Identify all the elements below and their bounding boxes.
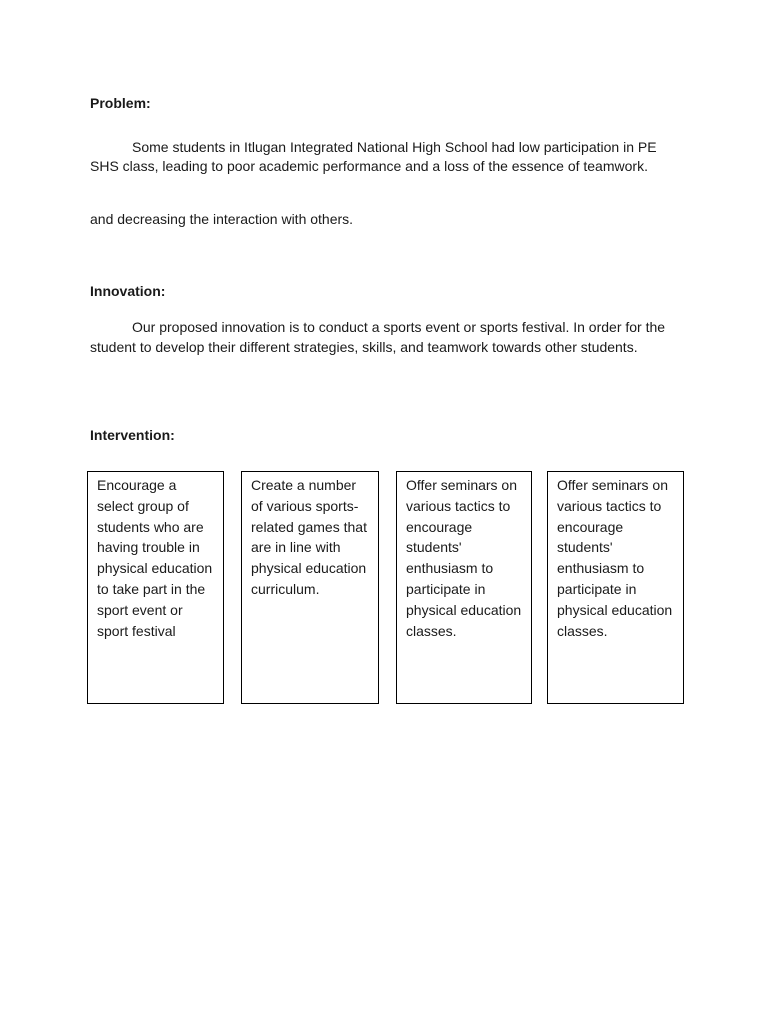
intervention-box-4: Offer seminars on various tactics to encourage students' enthusiasm to participate in physical education classes. <box>547 471 684 704</box>
intervention-box-3: Offer seminars on various tactics to encourage students' enthusiasm to participate in physical education classes. <box>396 471 532 704</box>
intervention-box-1: Encourage a select group of students who are having trouble in physical education to take part in the sport event or sport festival <box>87 471 224 704</box>
innovation-heading: Innovation: <box>90 283 166 299</box>
intervention-heading: Intervention: <box>90 427 175 443</box>
problem-heading: Problem: <box>90 95 151 111</box>
innovation-text: Our proposed innovation is to conduct a sports event or sports festival. In order for the student to develop their different strategies, skills, and teamwork towards other students. <box>90 319 666 355</box>
problem-extra-text: and decreasing the interaction with others. <box>90 211 354 227</box>
intervention-box-2: Create a number of various sports-related games that are in line with physical education curriculum. <box>241 471 379 704</box>
problem-text: Some students in Itlugan Integrated National High School had low participation in PE SHS class, leading to poor academic performance and a loss of the essence of teamwork. <box>90 139 657 174</box>
